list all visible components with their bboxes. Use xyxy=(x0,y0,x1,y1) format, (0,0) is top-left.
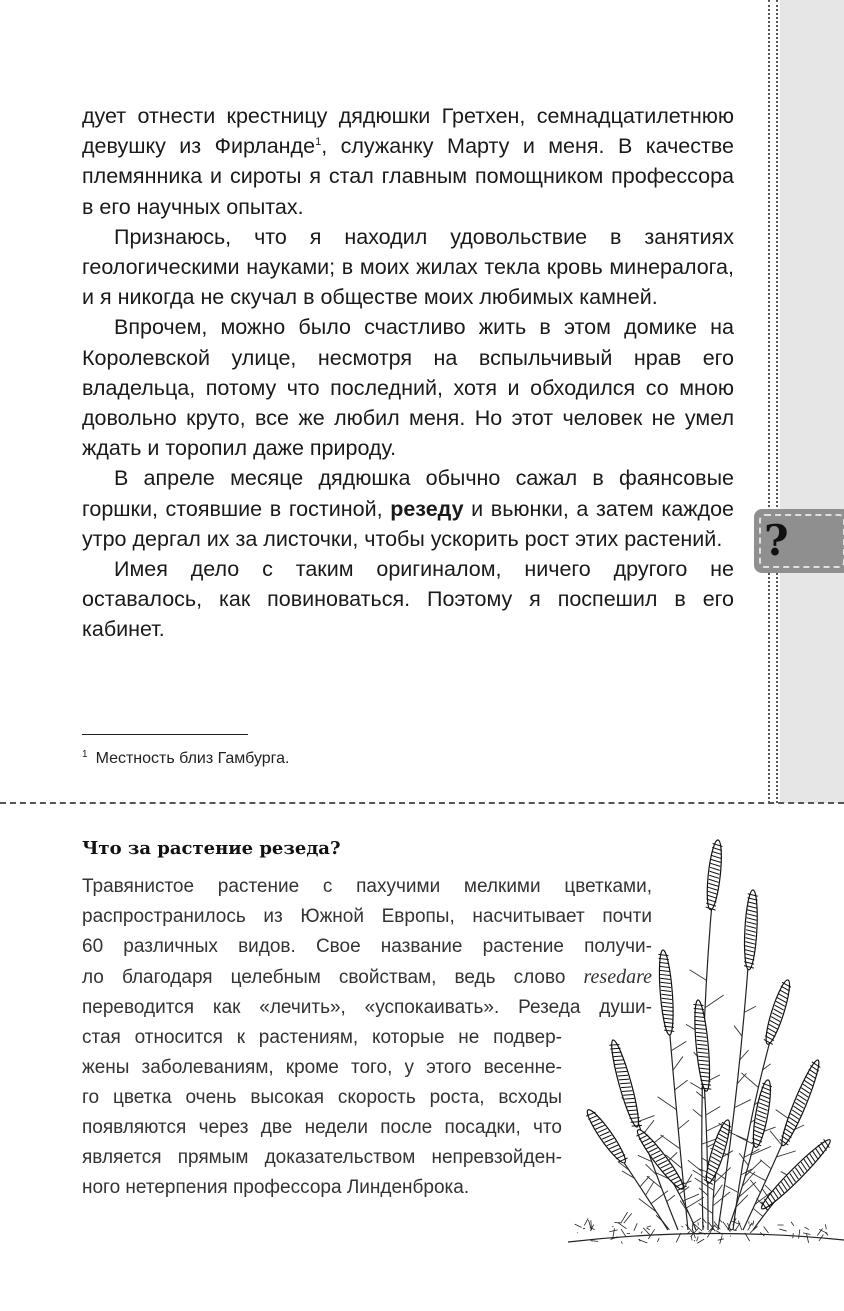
text-run: распространилось из Южной Европы, насчитывает почти xyxy=(82,906,652,927)
infobox-line xyxy=(82,1173,497,1203)
text-run: переводится как «лечить», «успокаивать». Резеда души- xyxy=(82,997,652,1018)
infobox-text xyxy=(82,872,652,1203)
text-run: является прямым доказательством непревзойден- xyxy=(82,1147,562,1168)
body-paragraph xyxy=(82,222,734,313)
infobox-line xyxy=(82,932,652,962)
text-run: жены заболеваниям, кроме того, у этого весенне- xyxy=(82,1057,562,1078)
vertical-dotted-line xyxy=(768,0,770,803)
text-run: го цветка очень высокая скорость роста, всходы xyxy=(82,1087,562,1108)
vertical-dotted-line xyxy=(776,0,778,803)
text-run: появляются через две недели после посадки, что xyxy=(82,1117,562,1138)
text-run: стая относится к растениям, которые не подвер- xyxy=(82,1027,562,1048)
side-strip xyxy=(780,0,844,803)
footnote-marker: 1 xyxy=(82,748,88,760)
footnote xyxy=(82,750,289,768)
text-run: ло благодаря целебным свойствам, ведь слово xyxy=(82,967,584,988)
infobox-line xyxy=(82,872,652,902)
question-tab xyxy=(754,509,844,573)
text-run: В апреле месяце дядюшка обычно сажал в фаянсовые горшки, стоявшие в гостиной, xyxy=(82,466,734,521)
text-run: Травянистое растение с пахучими мелкими цветками, xyxy=(82,876,652,897)
infobox-line xyxy=(82,902,652,932)
footnote-rule xyxy=(82,734,248,735)
infobox-line xyxy=(82,962,652,993)
text-run: дует отнести крестницу дядюшки Гретхен, семнадцатилетнюю девушку из Фирланде xyxy=(82,104,734,159)
text-run: и вьюнки, а затем каждое утро дергал их за листочки, чтобы ускорить рост этих растений. xyxy=(82,496,735,551)
text-run: Впрочем, можно было счастливо жить в этом домике на Королевской улице, несмотря на вспыльчивый нрав его владельца, потому что последний, хотя и обходился со мною довольно круто, все же любил меня. Но этот человек не умел ждать и торопил даже природу. xyxy=(82,315,734,461)
text-run: 60 различных видов. Свое название растение получи- xyxy=(82,936,652,957)
latin-term: resedare xyxy=(583,966,652,988)
text-run: , служанку Марту и меня. В качестве племянника и сироты я стал главным помощником профессора в его научных опытах. xyxy=(82,134,734,219)
infobox-line xyxy=(82,993,652,1023)
body-paragraph xyxy=(82,312,734,463)
footnote-text: Местность близ Гамбурга. xyxy=(95,750,290,767)
text-run: ного нетерпения профессора Линденброка. xyxy=(82,1177,470,1198)
body-paragraph xyxy=(82,101,734,222)
infobox-line xyxy=(82,1143,562,1173)
bold-term: резеду xyxy=(390,496,464,521)
infobox-line xyxy=(82,1083,562,1113)
body-paragraph xyxy=(82,463,734,554)
infobox-title: Что за растение резеда? xyxy=(82,838,341,859)
section-divider xyxy=(0,802,844,804)
infobox-line xyxy=(82,1113,562,1143)
body-paragraph xyxy=(82,554,734,645)
text-run: Имея дело с таким оригиналом, ничего другого не оставалось, как повиноваться. Поэтому я поспешил в его кабинет. xyxy=(82,557,734,642)
reseda-plant-engraving-icon xyxy=(568,830,844,1250)
infobox-line xyxy=(82,1053,562,1083)
question-mark-icon: ? xyxy=(764,516,789,565)
infobox-line xyxy=(82,1023,562,1053)
main-text xyxy=(82,101,734,645)
text-run: Признаюсь, что я находил удовольствие в занятиях геологическими науками; в моих жилах текла кровь минералога, и я никогда не скучал в обществе моих любимых камней. xyxy=(82,224,734,310)
footnote-ref: 1 xyxy=(315,136,322,149)
